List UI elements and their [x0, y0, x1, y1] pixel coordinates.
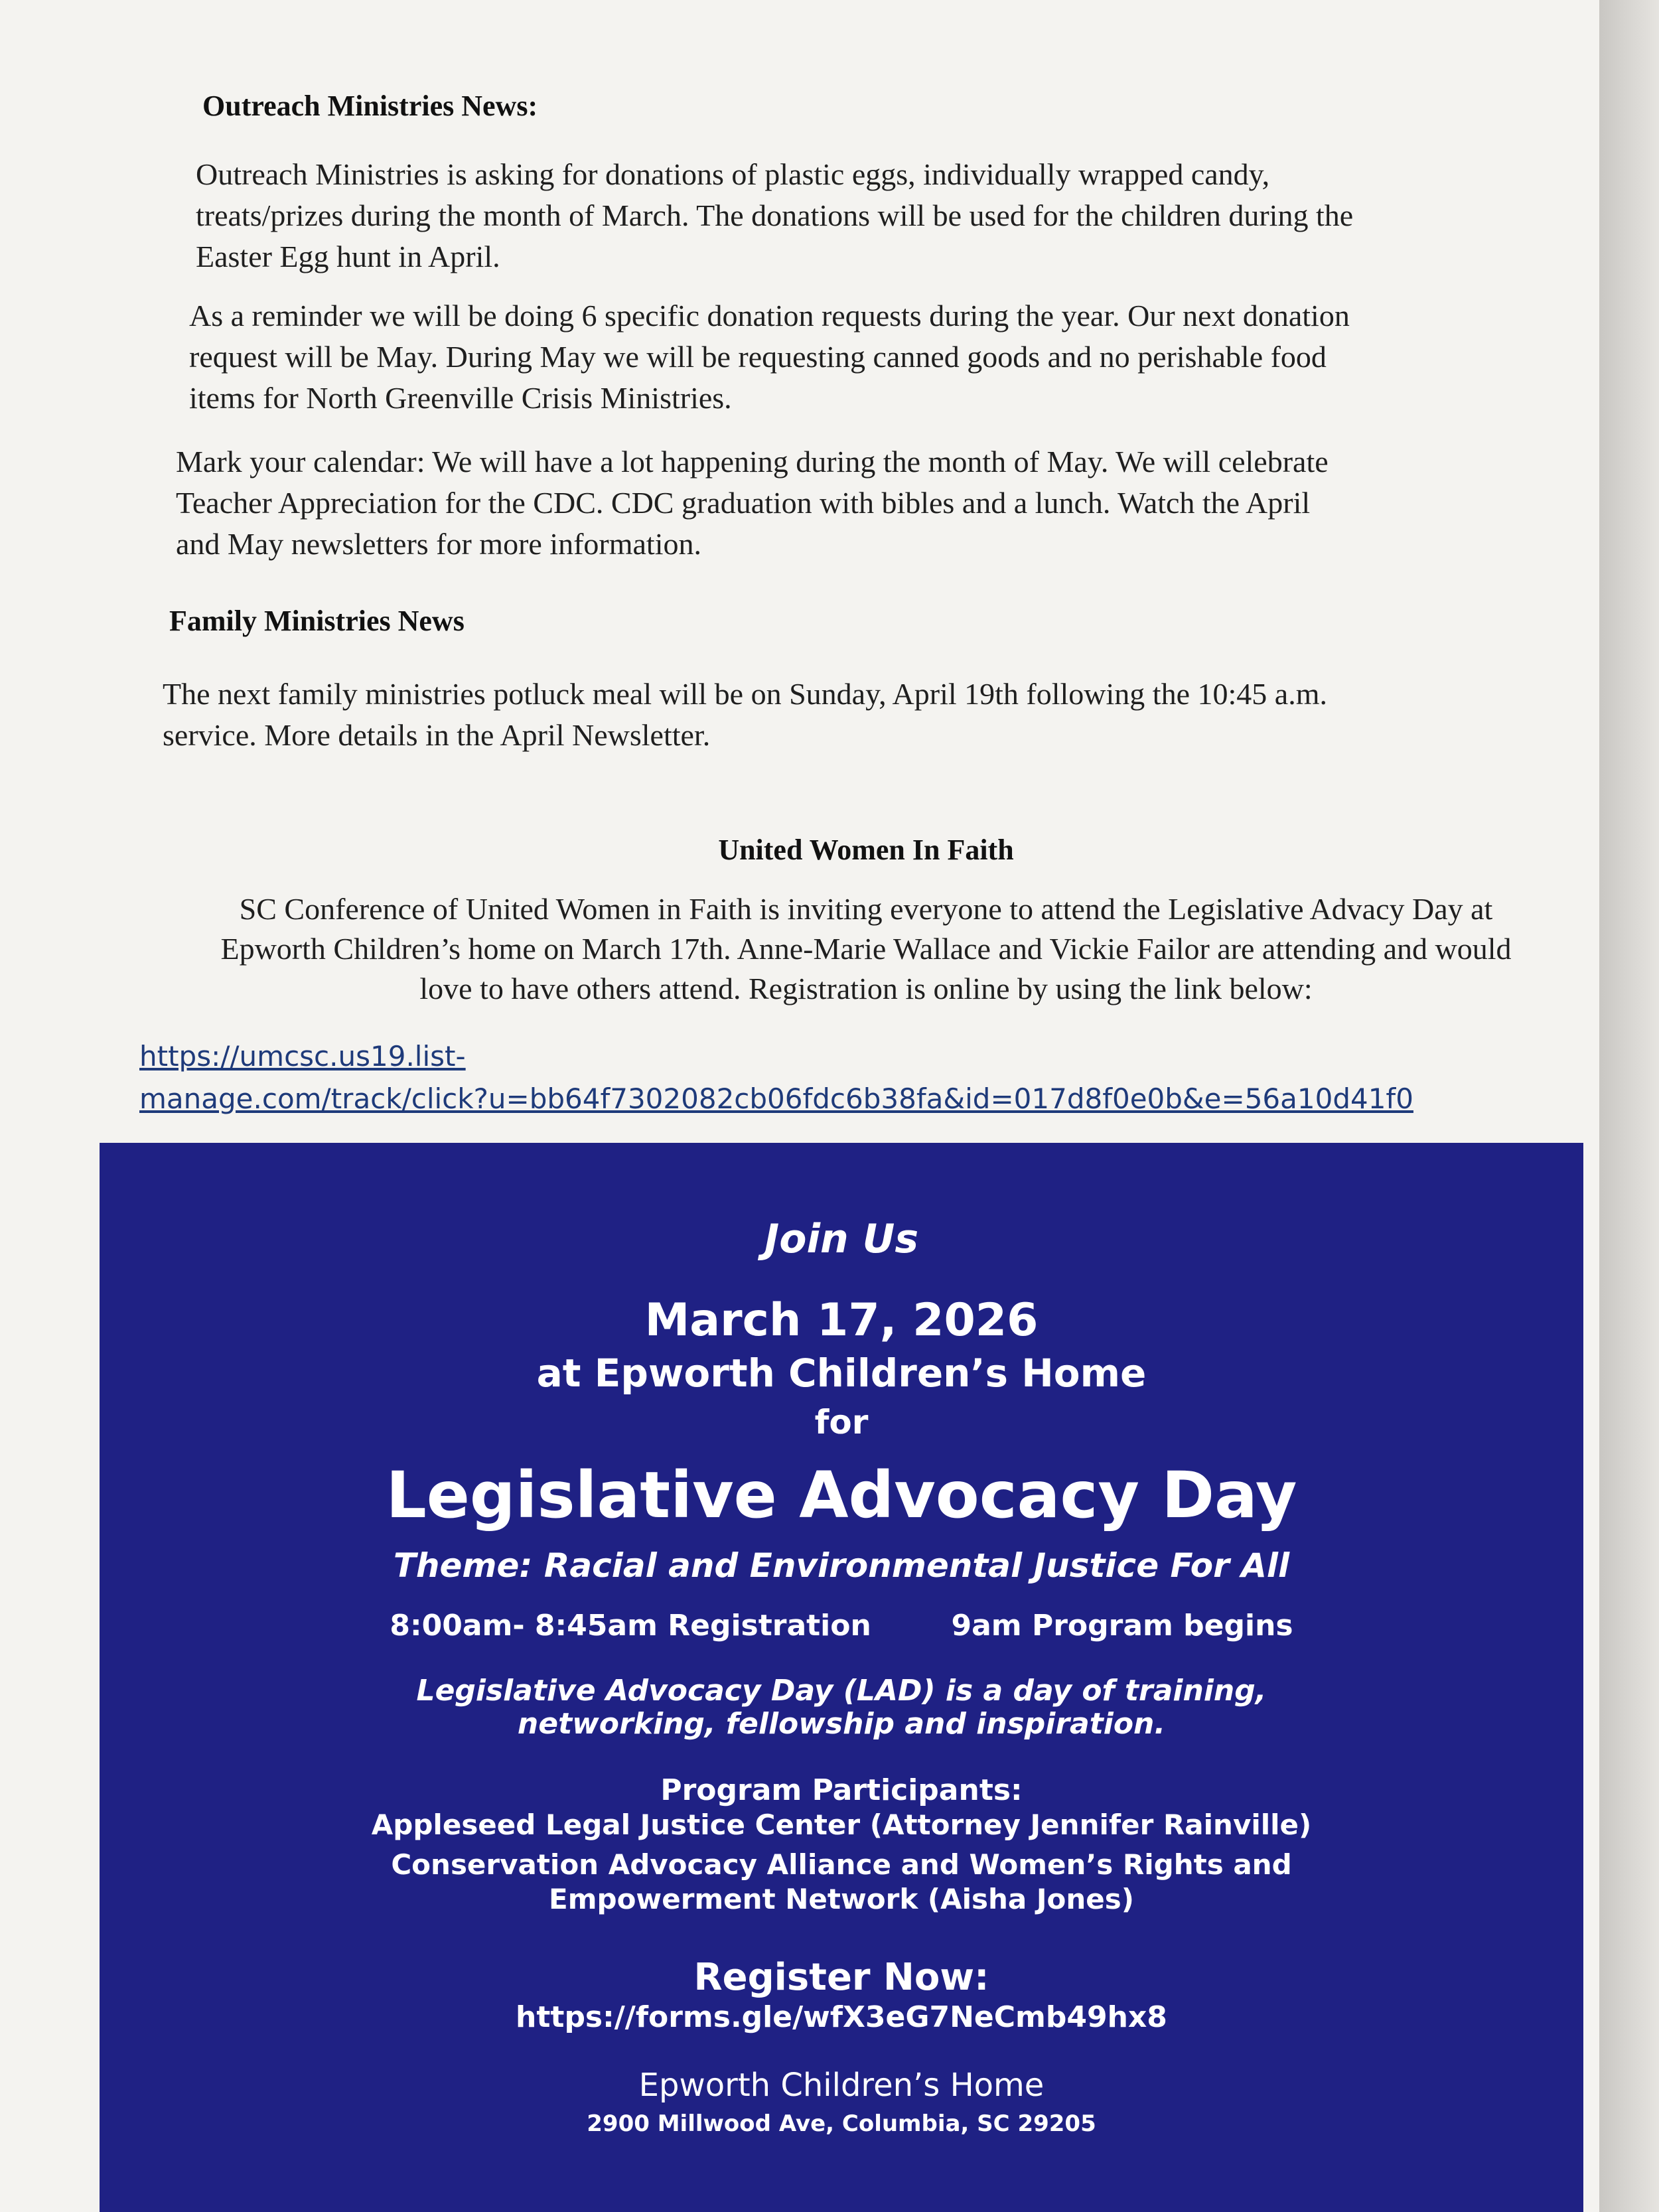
uwf-heading: United Women In Faith — [718, 834, 1014, 866]
text-line: and May newsletters for more information. — [176, 527, 701, 561]
text-line: items for North Greenville Crisis Ministries. — [189, 381, 732, 415]
flyer-event-title: Legislative Advocacy Day — [386, 1458, 1297, 1532]
text-line: treats/prizes during the month of March. The donations will be used for the children during the — [196, 198, 1354, 232]
flyer-for: for — [814, 1403, 869, 1441]
outreach-paragraph-3 — [176, 441, 1530, 565]
participant-2-line-2: Empowerment Network (Aisha Jones) — [549, 1883, 1134, 1915]
flyer-join-us: Join Us — [764, 1216, 919, 1262]
text-line: SC Conference of United Women in Faith is inviting everyone to attend the Legislative Advacy Day at — [239, 892, 1493, 926]
register-heading: Register Now: — [693, 1956, 989, 1999]
flyer-theme: Theme: Racial and Environmental Justice For All — [393, 1546, 1290, 1585]
program-start-time: 9am Program begins — [951, 1609, 1293, 1643]
uwf-paragraph — [133, 889, 1599, 1009]
venue-address: 2900 Millwood Ave, Columbia, SC 29205 — [587, 2110, 1096, 2137]
outreach-paragraph-1 — [196, 154, 1523, 277]
event-flyer — [100, 1143, 1583, 2212]
text-line: Mark your calendar: We will have a lot happening during the month of May. We will celebrate — [176, 445, 1329, 479]
flyer-times — [100, 1609, 1583, 1643]
flyer-location: at Epworth Children’s Home — [536, 1351, 1147, 1396]
text-line: love to have others attend. Registration is online by using the link below: — [419, 972, 1313, 1005]
venue-name: Epworth Children’s Home — [638, 2067, 1045, 2104]
page-edge-shadow — [1599, 0, 1659, 2212]
register-url[interactable]: https://forms.gle/wfX3eG7NeCmb49hx8 — [516, 2000, 1167, 2034]
link-line[interactable]: https://umcsc.us19.list- — [139, 1040, 466, 1072]
text-line: Teacher Appreciation for the CDC. CDC graduation with bibles and a lunch. Watch the April — [176, 486, 1311, 520]
text-line: request will be May. During May we will be requesting canned goods and no perishable food — [189, 340, 1327, 374]
flyer-date: March 17, 2026 — [644, 1294, 1039, 1347]
family-paragraph — [163, 674, 1543, 756]
text-line: The next family ministries potluck meal will be on Sunday, April 19th following the 10:45 a.m. — [163, 677, 1327, 711]
flyer-description-line-2: networking, fellowship and inspiration. — [517, 1707, 1166, 1741]
participant-1: Appleseed Legal Justice Center (Attorney Jennifer Rainville) — [371, 1808, 1312, 1841]
registration-time: 8:00am- 8:45am Registration — [390, 1609, 871, 1643]
text-line: Easter Egg hunt in April. — [196, 240, 500, 273]
outreach-paragraph-2 — [189, 295, 1530, 419]
flyer-description-line-1: Legislative Advocacy Day (LAD) is a day of training, — [416, 1674, 1267, 1708]
participants-heading: Program Participants: — [660, 1773, 1023, 1807]
text-line: As a reminder we will be doing 6 specific donation requests during the year. Our next donation — [189, 299, 1350, 332]
link-line[interactable]: manage.com/track/click?u=bb64f7302082cb06fdc6b38fa&id=017d8f0e0b&e=56a10d41f0 — [139, 1082, 1413, 1115]
text-line: service. More details in the April Newsletter. — [163, 718, 711, 752]
registration-link[interactable] — [139, 1035, 1467, 1120]
participant-2-line-1: Conservation Advocacy Alliance and Women’s Rights and — [391, 1848, 1292, 1881]
family-heading: Family Ministries News — [169, 605, 465, 637]
text-line: Outreach Ministries is asking for donations of plastic eggs, individually wrapped candy, — [196, 157, 1270, 191]
outreach-heading: Outreach Ministries News: — [202, 90, 538, 122]
text-line: Epworth Children’s home on March 17th. Anne-Marie Wallace and Vickie Failor are attending and would — [220, 932, 1512, 966]
